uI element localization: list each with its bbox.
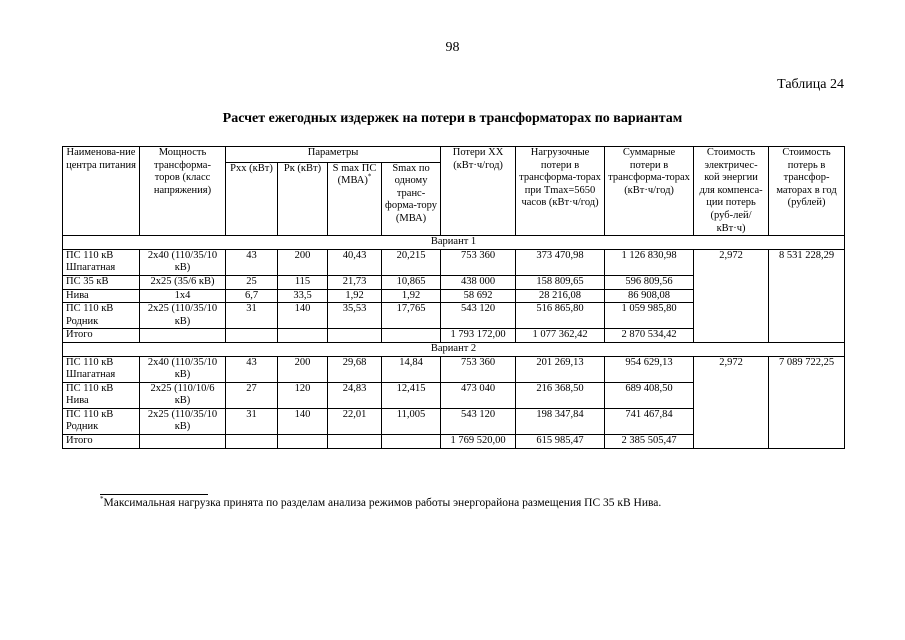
cell-load-loss: 216 368,50 (516, 382, 605, 408)
cell-loss-xx: 543 120 (441, 303, 516, 329)
cell-load-loss: 516 865,80 (516, 303, 605, 329)
cell-total-loss: 1 126 830,98 (605, 249, 694, 275)
header-loss-cost: Стоимость потерь в трансфор-маторах в год (рублей) (769, 147, 845, 236)
header-smax-ps (328, 162, 382, 236)
cell-load-loss: 615 985,47 (516, 435, 605, 449)
cell-total-loss: 2 870 534,42 (605, 329, 694, 343)
header-energy-cost: Стоимость электричес-кой энергии для компенса-ции потерь (руб-лей/кВт·ч) (694, 147, 769, 236)
cell-load-loss: 1 077 362,42 (516, 329, 605, 343)
cell-smax-ps: 22,01 (328, 408, 382, 434)
cell-smax-one: 10,865 (382, 275, 441, 289)
cell-empty (140, 329, 226, 343)
cell-total-loss: 86 908,08 (605, 289, 694, 303)
cell-smax-one: 17,765 (382, 303, 441, 329)
cell-pxx: 31 (226, 303, 278, 329)
cell-load-loss: 201 269,13 (516, 356, 605, 382)
cell-total-loss: 1 059 985,80 (605, 303, 694, 329)
cell-pk: 33,5 (278, 289, 328, 303)
cell-loss-xx: 473 040 (441, 382, 516, 408)
variant-2-label: Вариант 2 (63, 342, 845, 356)
cell-pxx: 43 (226, 249, 278, 275)
cell-name: Нива (63, 289, 140, 303)
table-row (63, 356, 845, 382)
header-params: Параметры (226, 147, 441, 163)
header-smax-ps-text: S max ПС (МВА) (332, 162, 377, 187)
cell-pxx: 31 (226, 408, 278, 434)
cell-loss-xx: 753 360 (441, 356, 516, 382)
cell-power: 2х40 (110/35/10 кВ) (140, 249, 226, 275)
cell-pk: 140 (278, 303, 328, 329)
cell-power: 2х25 (35/6 кВ) (140, 275, 226, 289)
header-loss-xx: Потери ХХ (кВт·ч/год) (441, 147, 516, 236)
cell-loss-cost: 8 531 228,29 (769, 249, 845, 342)
header-pxx: Pхх (кВт) (226, 162, 278, 236)
cell-pk: 140 (278, 408, 328, 434)
footnote-mark: * (367, 172, 372, 181)
cell-power: 1х4 (140, 289, 226, 303)
cell-name: ПС 110 кВ Шпагатная (63, 249, 140, 275)
cell-empty (328, 329, 382, 343)
cell-empty (140, 435, 226, 449)
cell-pxx: 6,7 (226, 289, 278, 303)
header-pk: Pк (кВт) (278, 162, 328, 236)
cell-empty (328, 435, 382, 449)
cell-pxx: 43 (226, 356, 278, 382)
footnote (100, 497, 661, 509)
header-power: Мощность трансформа-торов (класс напряжения) (140, 147, 226, 236)
cell-smax-ps: 35,53 (328, 303, 382, 329)
cell-smax-one: 20,215 (382, 249, 441, 275)
cell-load-loss: 373 470,98 (516, 249, 605, 275)
cell-empty (226, 435, 278, 449)
cell-smax-one: 12,415 (382, 382, 441, 408)
variant-2-row (63, 342, 845, 356)
cell-loss-xx: 1 769 520,00 (441, 435, 516, 449)
cell-empty (382, 329, 441, 343)
footnote-mark: * (100, 495, 104, 504)
cell-loss-xx: 543 120 (441, 408, 516, 434)
cell-pk: 120 (278, 382, 328, 408)
cell-total-label: Итого (63, 435, 140, 449)
cell-smax-ps: 29,68 (328, 356, 382, 382)
cell-total-loss: 741 467,84 (605, 408, 694, 434)
cell-pxx: 25 (226, 275, 278, 289)
cell-empty (226, 329, 278, 343)
header-total-loss: Суммарные потери в трансформа-торах (кВт·ч/год) (605, 147, 694, 236)
cell-pk: 200 (278, 356, 328, 382)
cell-total-loss: 596 809,56 (605, 275, 694, 289)
cell-load-loss: 28 216,08 (516, 289, 605, 303)
footnote-separator (100, 494, 208, 495)
header-row-1 (63, 147, 845, 163)
cell-pk: 200 (278, 249, 328, 275)
footnote-text: Максимальная нагрузка принята по разделам анализа режимов работы энергорайона размещения ПС 35 кВ Нива. (103, 497, 662, 509)
header-load-loss: Нагрузочные потери в трансформа-торах при Tmax=5650 часов (кВт·ч/год) (516, 147, 605, 236)
cell-total-loss: 2 385 505,47 (605, 435, 694, 449)
cell-smax-ps: 40,43 (328, 249, 382, 275)
cell-load-loss: 198 347,84 (516, 408, 605, 434)
cell-smax-ps: 24,83 (328, 382, 382, 408)
cell-smax-ps: 21,73 (328, 275, 382, 289)
header-smax-one: Smax по одному транс-форма-тору (МВА) (382, 162, 441, 236)
cell-energy-cost: 2,972 (694, 356, 769, 448)
cell-power: 2х25 (110/10/6 кВ) (140, 382, 226, 408)
cell-smax-one: 11,005 (382, 408, 441, 434)
table-row (63, 249, 845, 275)
cell-empty (278, 329, 328, 343)
cell-loss-xx: 58 692 (441, 289, 516, 303)
cell-name: ПС 110 кВ Шпагатная (63, 356, 140, 382)
cell-name: ПС 110 кВ Родник (63, 303, 140, 329)
cell-smax-one: 1,92 (382, 289, 441, 303)
cell-power: 2х40 (110/35/10 кВ) (140, 356, 226, 382)
cell-empty (278, 435, 328, 449)
table-title: Расчет ежегодных издержек на потери в трансформаторах по вариантам (222, 111, 683, 126)
variant-1-row (63, 236, 845, 250)
cell-pk: 115 (278, 275, 328, 289)
cell-pxx: 27 (226, 382, 278, 408)
variant-1-label: Вариант 1 (63, 236, 845, 250)
cell-name: ПС 35 кВ (63, 275, 140, 289)
cell-loss-cost: 7 089 722,25 (769, 356, 845, 448)
cell-loss-xx: 438 000 (441, 275, 516, 289)
cell-total-label: Итого (63, 329, 140, 343)
cell-smax-one: 14,84 (382, 356, 441, 382)
cell-loss-xx: 1 793 172,00 (441, 329, 516, 343)
cell-loss-xx: 753 360 (441, 249, 516, 275)
header-name: Наименова-ние центра питания (63, 147, 140, 236)
cell-name: ПС 110 кВ Родник (63, 408, 140, 434)
cell-load-loss: 158 809,65 (516, 275, 605, 289)
cell-total-loss: 689 408,50 (605, 382, 694, 408)
loss-cost-table (62, 146, 845, 449)
cell-name: ПС 110 кВ Нива (63, 382, 140, 408)
cell-power: 2х25 (110/35/10 кВ) (140, 303, 226, 329)
table-label: Таблица 24 (777, 77, 844, 92)
cell-power: 2х25 (110/35/10 кВ) (140, 408, 226, 434)
cell-energy-cost: 2,972 (694, 249, 769, 342)
cell-empty (382, 435, 441, 449)
cell-smax-ps: 1,92 (328, 289, 382, 303)
page-number: 98 (445, 40, 460, 55)
cell-total-loss: 954 629,13 (605, 356, 694, 382)
